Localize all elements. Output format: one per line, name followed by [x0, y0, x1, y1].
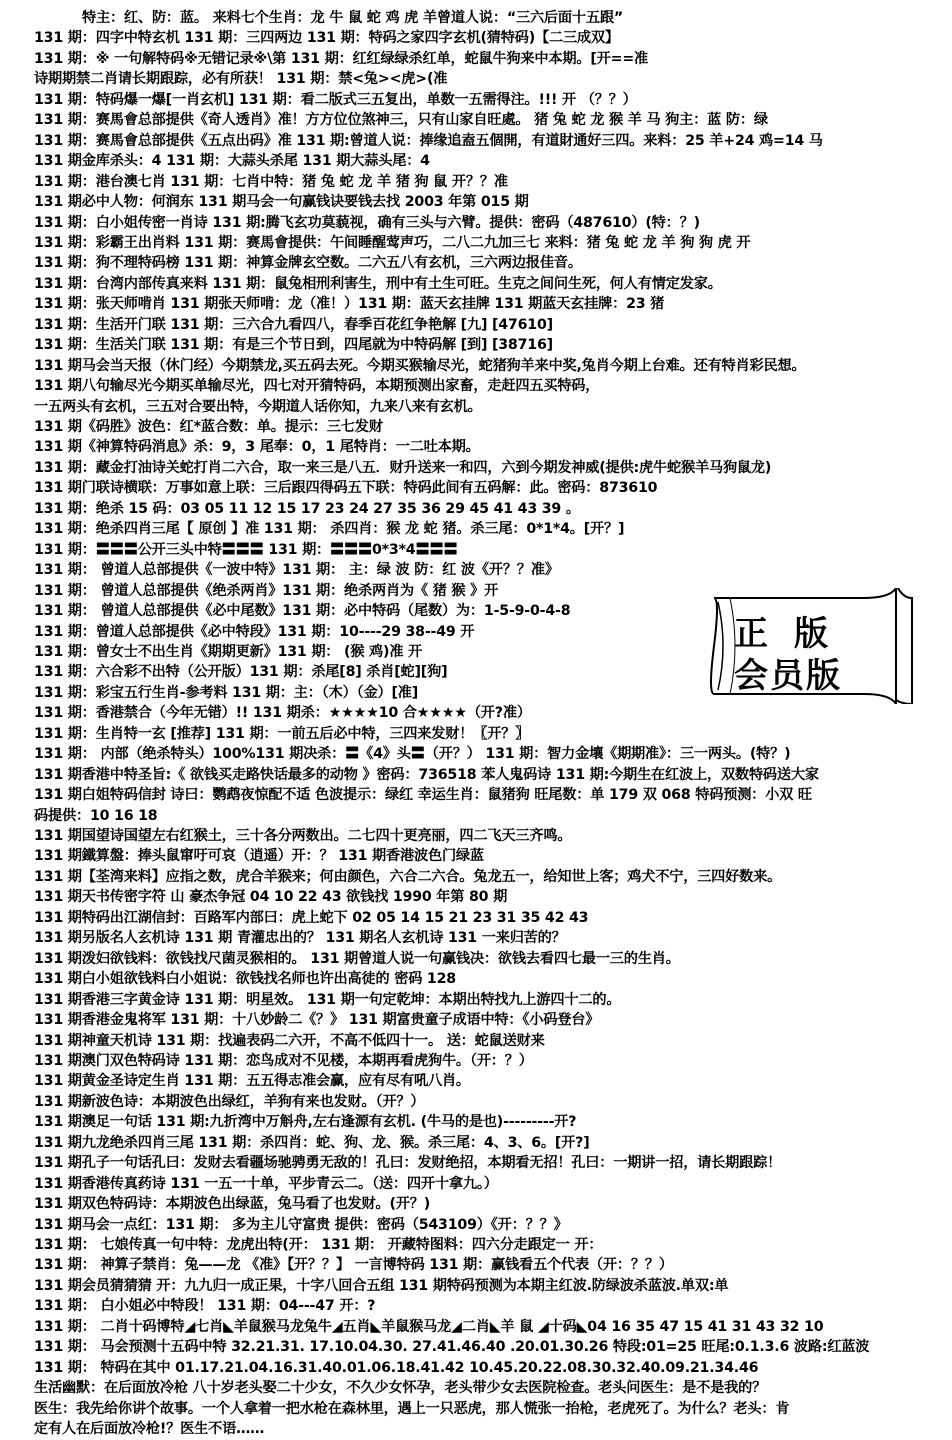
text-line: 131 期天书传密字符 山 豪杰争冠 04 10 22 43 欲钱找 1990 年第 80 期	[34, 889, 508, 906]
text-line: 131 期香港传真药诗 131 一五一十单，平步青云二。（送：四开十拿九。）	[34, 1175, 498, 1192]
member-edition-stamp	[704, 588, 940, 704]
text-line: 131 期：狗不理特码榜 131 期：神算金牌玄空数。二六五八有玄机，三六两边报佳音。	[34, 255, 582, 272]
text-line: 131 期：曾女士不出生肖《期期更新》131 期： (猴 鸡)准 开	[34, 643, 423, 660]
text-line: 131 期： 七娘传真一句中特：龙虎出特(开： 131 期： 开藏特图料：四六分走跟定一 开：	[34, 1237, 603, 1253]
text-line: 131 期澳门双色特码诗 131 期：恋鸟成对不见楼，本期再看虎狗牛。（开：？）	[34, 1052, 533, 1069]
text-line: 医生：我先给你讲个故事。一个人拿着一把水枪在森林里，遇上一只恶虎，那人慌张一抬枪，老虎死了。为什么？老头：肯	[34, 1400, 790, 1417]
text-line: 131 期：彩宝五行生肖-参考料 131 期：主：（木）（金）[准]	[34, 684, 419, 701]
text-line: 131 期香港金鬼将军 131 期：十八妙龄二《？》 131 期富贵童子成语中特：《小码登台》	[34, 1012, 600, 1029]
text-line: 131 期白小姐欲钱料白小姐说：欲钱找名师也许出高徒的 密码 128	[34, 971, 456, 988]
text-line: 131 期：〓〓〓公开三头中特〓〓〓 131 期：〓〓〓0*3*4〓〓〓	[34, 541, 458, 558]
text-line: 诗期期禁二肖请长期跟踪，必有所获！ 131 期：禁<兔><虎>(准	[34, 71, 448, 88]
text-line: 码提供：10 16 18	[34, 807, 158, 824]
text-line: 131 期【荃湾来料】应指之数，虎合羊猴来；何由颜色，六合二六合。兔龙五一，给知世上客；鸡犬不宁，三四好数来。	[34, 868, 782, 885]
text-line: 131 期： 曾道人总部提供《必中尾数》131 期：必中特码（尾数）为：1-5-9-0-4-8	[34, 603, 571, 620]
text-line: 131 期： 特码在其中 01.17.21.04.16.31.40.01.06.18.41.42 10.45.20.22.08.30.32.40.09.21.34.46	[34, 1359, 759, 1376]
text-line: 131 期八句输尽光今期买单输尽光，四七对开猜特码，本期预测出家畜，走赶四五买特码，	[34, 378, 600, 395]
text-line: 131 期必中人物：何润东 131 期马会一句赢钱诀要钱去找 2003 年第 015 期	[34, 194, 529, 211]
text-line: 131 期：绝杀 15 码：03 05 11 12 15 17 23 24 27 35 36 29 45 41 43 39 。	[34, 500, 580, 517]
text-line: 131 期： 曾道人总部提供《一波中特》131 期： 主：绿 波 防：红 波《开？？准》	[34, 562, 559, 579]
text-line: 131 期：藏金打油诗关蛇打肖二六合，取一来三是八五．财升送来一和四，六到今期发神威(提供:虎牛蛇猴羊马狗鼠龙)	[34, 459, 772, 476]
text-line: 131 期金库杀头：4 131 期：大蒜头杀尾 131 期大蒜头尾：4	[34, 153, 430, 170]
text-line: 131 期： 神算子禁肖：兔——龙 《准》【开？？】 一言博特码 131 期：赢钱看五个代表（开：？？）	[34, 1257, 673, 1274]
text-line: 131 期：曾道人总部提供《必中特段》131 期：10----29 38--49 开	[34, 623, 475, 640]
text-line: 131 期九龙绝杀四肖三尾 131 期：杀四肖：蛇、狗、龙、猴。杀三尾：4、3、6。[开?]	[34, 1134, 590, 1151]
text-line: 131 期另版名人玄机诗 131 期 青灌忠出的？ 131 期名人玄机诗 131 一来归苦的？	[34, 930, 566, 947]
text-line: 131 期会员猜猜猜 开：九九归一成正果，十字八回合五组 131 期特码预测为本期主红波.防绿波杀蓝波.单双:单	[34, 1277, 729, 1294]
text-line: 131 期： 二肖十码博特◢七肖◣羊鼠猴马龙兔牛◢五肖◣羊鼠猴马龙◢二肖◣羊 鼠 ◢十码◣04 16 35 47 15 41 31 43 32 10	[34, 1318, 824, 1335]
text-line: 131 期马会当天报（休门经）今期禁龙,买五码去死。今期买猴输尽光，蛇猪狗羊来中奖,兔肖今期上台难。还有特肖彩民想。	[34, 357, 806, 374]
text-line: 131 期： 马会预测十五码中特 32.21.31. 17.10.04.30. 27.41.46.40 .20.01.30.26 特段:01=25 旺尾:0.1.3.6 波路:红蓝波	[34, 1339, 870, 1356]
text-line: 131 期黄金圣诗定生肖 131 期：五五得志准会赢，应有尽有吼八肖。	[34, 1073, 470, 1090]
text-line: 131 期双色特码诗：本期波色出绿蓝，兔马看了也发财。(开？)	[34, 1196, 431, 1213]
text-line: 131 期香港三字黄金诗 131 期：明星效。 131 期一句定乾坤：本期出特找九上游四十二的。	[34, 991, 621, 1008]
text-line: 一五两头有玄机，三五对合要出特，今期道人话你知，九来八来有玄机。	[34, 398, 482, 415]
text-line: 131 期香港中特圣旨:《 欲钱买走路快话最多的动物 》密码：736518 苯人鬼码诗 131 期:今期生在红波上，双数特码送大家	[34, 766, 819, 783]
text-line: 定有人在后面放冷枪!？医生不语……	[34, 1421, 265, 1438]
text-line: 131 期澳足一句话 131 期:九折湾中万斛舟,左右逢源有玄机. (牛马的是也)---------开?	[34, 1114, 577, 1131]
text-line: 131 期国望诗国望左右红猴土，三十各分两数出。二七四十更亮丽，四二飞天三齐鸣。	[34, 828, 572, 844]
text-line: 131 期：赛馬會总部提供《五点出码》准 131 期:曾道人说：捧缘追盍五個開，有道財通好三四。来料：25 羊+24 鸡=14 马	[34, 132, 823, 149]
stamp-line-1: 正版	[734, 614, 854, 654]
text-line: 131 期《码胜》波色：红*蓝合数：单。提示：三七发财	[34, 419, 383, 435]
text-line: 131 期马会一点红：131 期： 多为主儿守富贵 提供：密码（543109）《开：？？》	[34, 1216, 568, 1233]
text-line: 131 期白姐特码信封 诗曰：鹦鹉夜惊配不适 色波提示：绿红 幸运生肖：鼠猪狗 旺尾数：单 179 双 068 特码预测：小双 旺	[34, 787, 812, 804]
text-line: 131 期：香港禁合（今年无错）!! 131 期杀：★★★★10 合★★★★（开?准）	[34, 705, 531, 722]
text-line: 131 期鐵算盤：捧头鼠窜吁可哀（逍遥）开：？ 131 期香港波色门绿蓝	[34, 848, 484, 865]
text-line: 131 期：※ 一句解特码※无错记录※\第 131 期：红红绿绿杀红单，蛇鼠牛狗来中本期。[开==准	[34, 50, 648, 67]
text-line: 131 期：绝杀四肖三尾【 原创 】准 131 期： 杀四肖：猴 龙 蛇 猪。杀三尾：0*1*4。[开？]	[34, 521, 625, 538]
text-line: 131 期新波色诗：本期波色出绿红，羊狗有来也发财。（开？）	[34, 1093, 425, 1110]
text-line: 131 期：彩霸王出肖料 131 期：赛馬會提供：午间睡醒莺声巧，二八二九加三七 来料：猪 兔 蛇 龙 羊 狗 狗 虎 开	[34, 234, 751, 251]
stamp-line-2: 会员版	[734, 656, 842, 696]
text-line: 131 期：生肖特一玄 [推荐] 131 期：一前五后必中特，三四来发财！〖开？〗	[34, 725, 530, 742]
text-line: 131 期：四字中特玄机 131 期：三四两边 131 期：特码之家四字玄机(猜特码)【二三成双】	[34, 30, 619, 47]
text-line: 生活幽默：在后面放冷枪 八十岁老头娶二十少女，不久少女怀孕，老头带少女去医院检查。老头问医生：是不是我的？	[34, 1380, 767, 1397]
text-line: 131 期：白小姐传密一肖诗 131 期:腾飞玄功莫藐视，确有三头与六臂。提供：密码（487610）(特：？)	[34, 214, 700, 231]
text-line: 131 期： 内部（绝杀特头）100%131 期决杀：〓《4》头〓（开？） 131 期：智力金壤《期期准》：三一两头。(特？)	[34, 746, 791, 763]
text-line: 131 期特码出江湖信封：百路军内部曰：虎上蛇下 02 05 14 15 21 23 31 35 42 43	[34, 909, 589, 926]
text-line: 131 期：特码爆一爆[一肖玄机] 131 期：看二版式三五复出，单数一五需得注。!!! 开 （？？）	[34, 91, 637, 108]
text-line: 131 期门联诗横联：万事如意上联：三后跟四得码五下联：特码此间有五码解：此。密码：873610	[34, 480, 658, 497]
text-line: 131 期泼妇欲钱料：欲钱找尺菌灵猴相的。 131 期曾道人说一句赢钱决：欲钱去看四七最一三的生肖。	[34, 950, 680, 967]
text-line: 131 期：六合彩不出特（公开版）131 期：杀尾[8] 杀肖[蛇][狗]	[34, 664, 448, 681]
text-line: 131 期《神算特码消息》杀：9，3 尾奉：0，1 尾特肖：一二吐本期。	[34, 439, 480, 456]
text-line: 131 期：赛馬會总部提供《奇人透肖》准！方方位位煞神三，只有山家自旺處。 猪 兔 蛇 龙 猴 羊 马 狗主：蓝 防：绿	[34, 112, 768, 129]
text-line: 131 期孔子一句话孔曰：发财去看疆场驰骋勇无敌的！孔曰：发财绝招，本期看无招！孔曰：一期讲一招，请长期跟踪！	[34, 1155, 782, 1172]
text-line: 131 期：张天师啃肖 131 期张天师啃：龙（准！）131 期：蓝天玄挂牌 131 期蓝天玄挂牌：23 猪	[34, 296, 665, 313]
text-line: 131 期： 白小姐必中特段！ 131 期：04---47 开：?	[34, 1298, 376, 1315]
text-line: 特主：红、防：蓝。 来料七个生肖：龙 牛 鼠 蛇 鸡 虎 羊曾道人说：“三六后面十五跟”	[82, 10, 623, 26]
text-line: 131 期：生活开门联 131 期：三六合九看四八，春季百花红争艳解 [九] [47610]	[34, 316, 553, 333]
text-line: 131 期：生活关门联 131 期：有是三个节日到，四尾就为中特码解 [到] [38716]	[34, 337, 553, 354]
text-line: 131 期：台湾内部传真来料 131 期：鼠兔相刑利害生，刑中有土生可旺。生克之间问生死，何人有情定发家。	[34, 275, 722, 292]
text-line: 131 期： 曾道人总部提供《绝杀两肖》131 期：绝杀两肖为《 猪 猴 》开	[34, 582, 499, 599]
text-line: 131 期：港台澳七肖 131 期：七肖中特：猪 兔 蛇 龙 羊 猪 狗 鼠 开？？准	[34, 173, 508, 190]
text-line: 131 期神童天机诗 131 期：找遍表码二六开，不高不低四十一。 送：蛇鼠送财来	[34, 1032, 545, 1049]
